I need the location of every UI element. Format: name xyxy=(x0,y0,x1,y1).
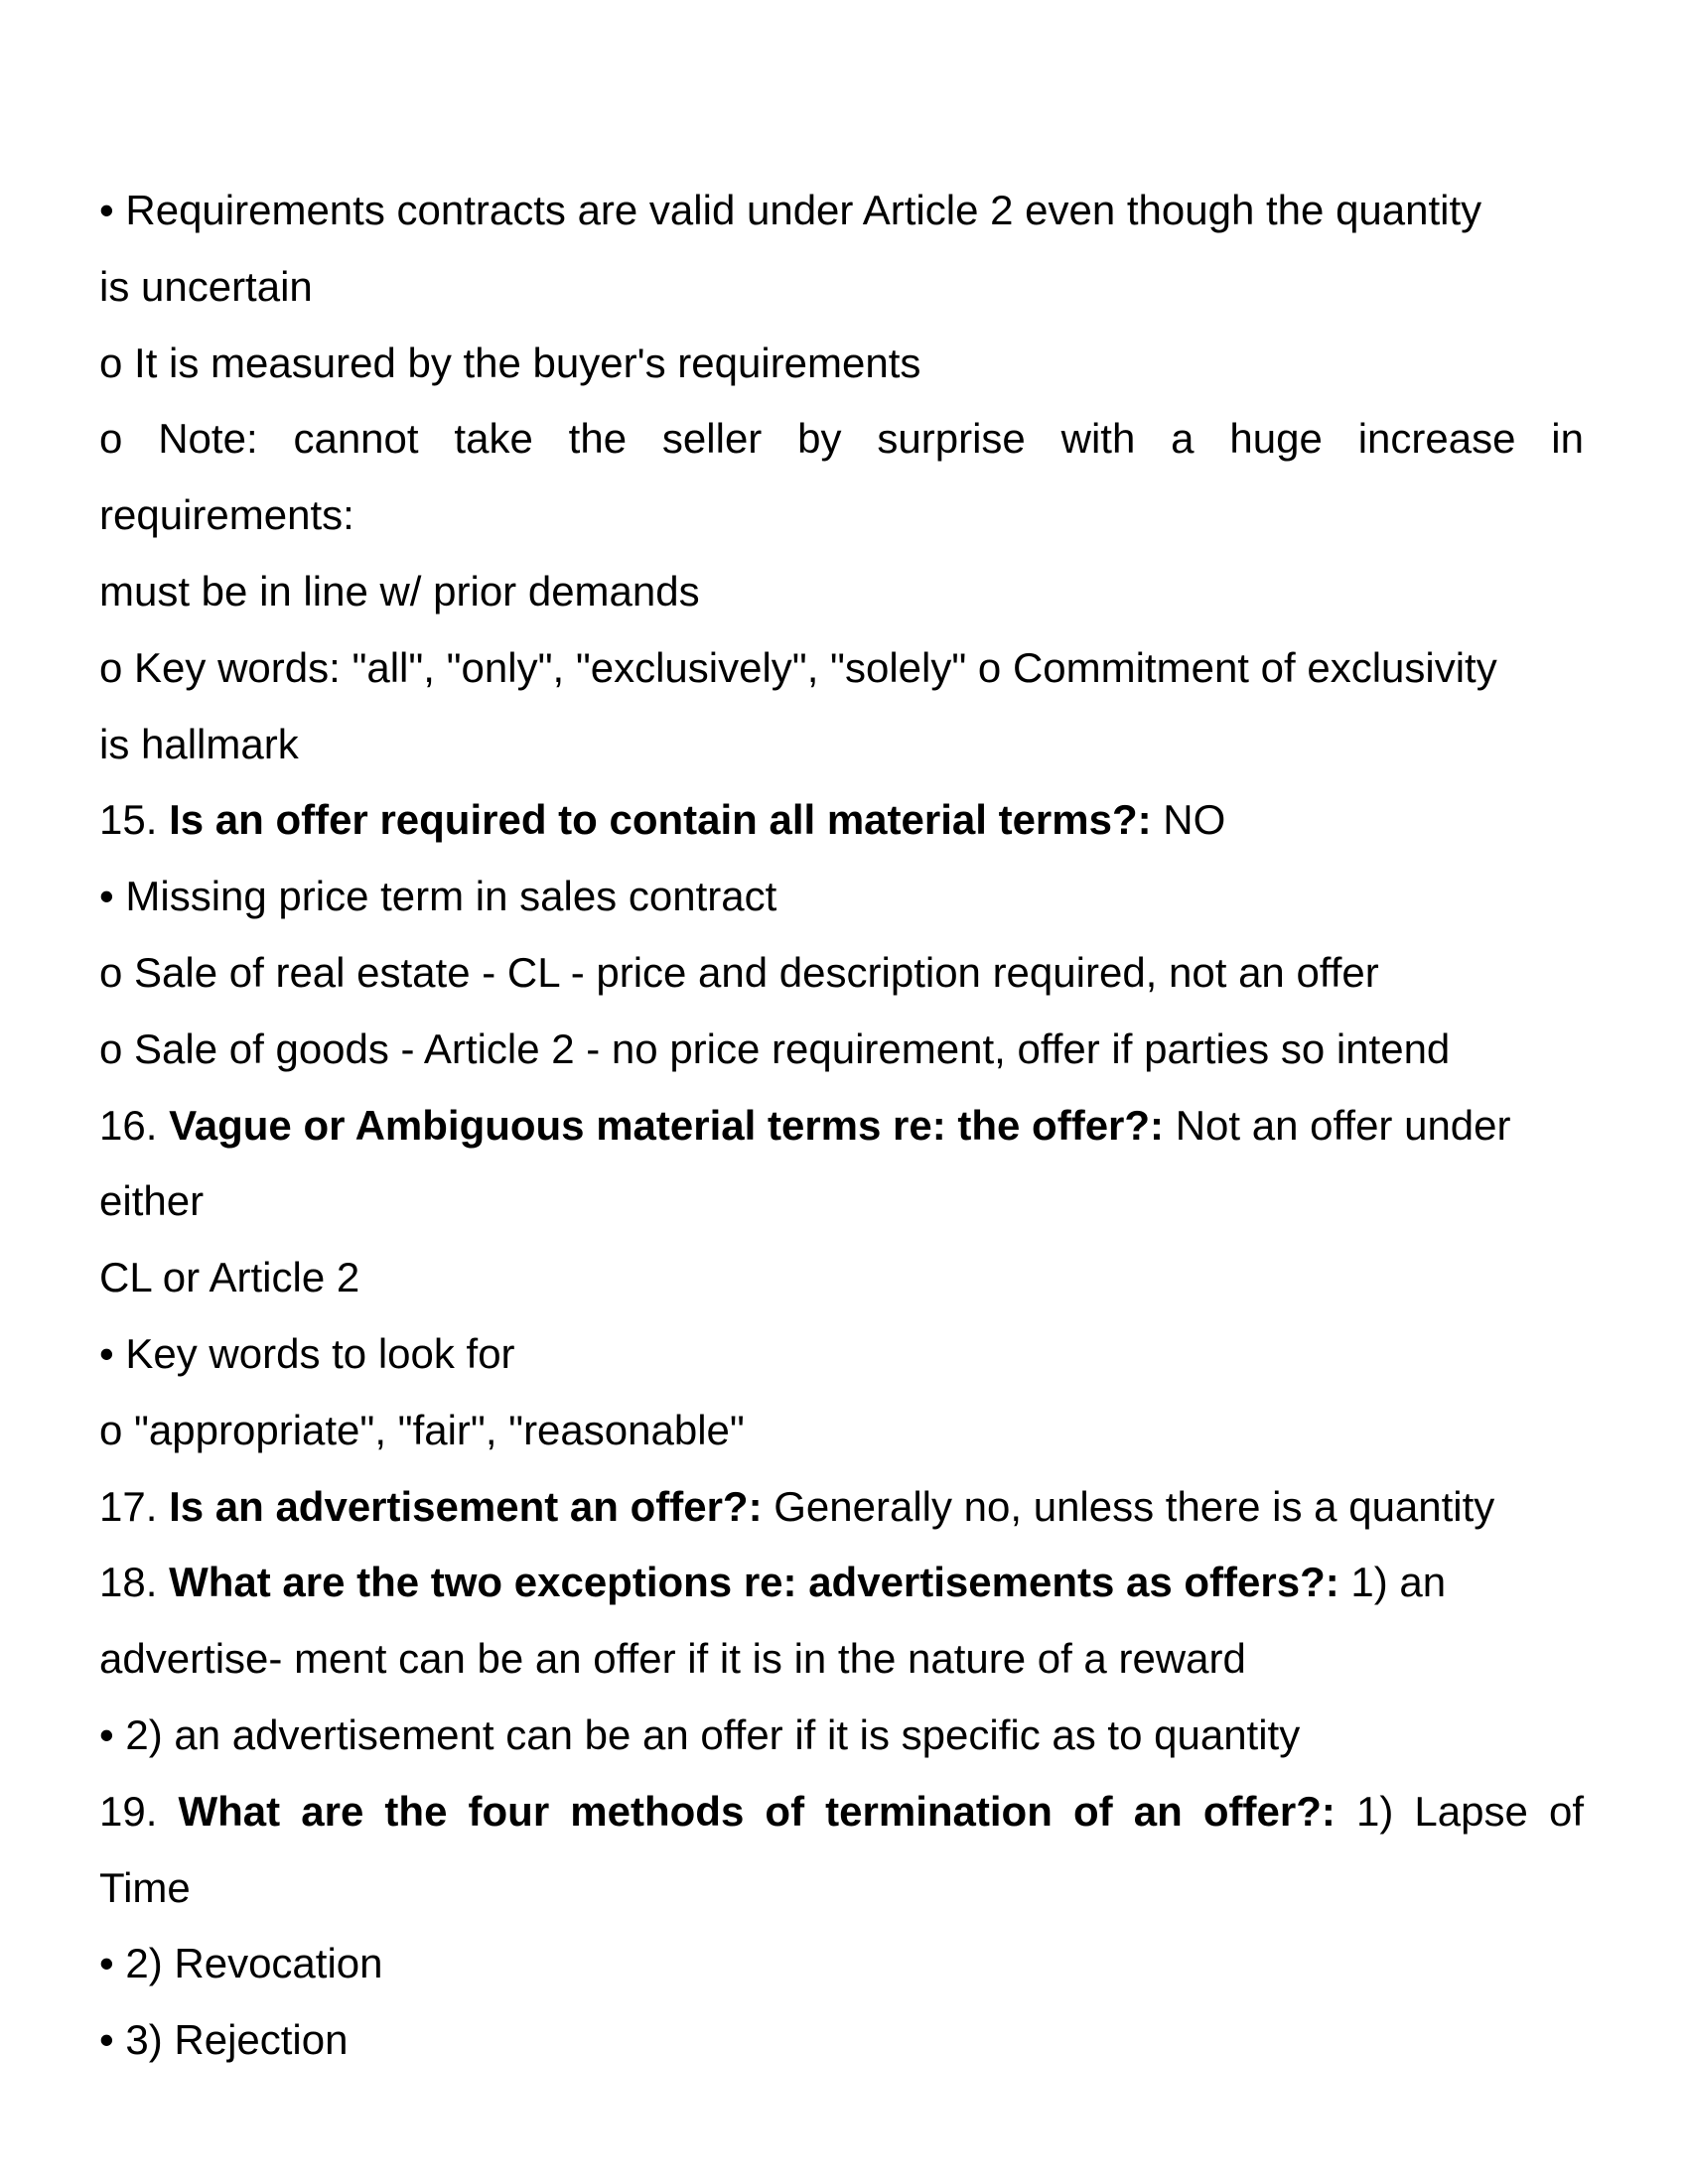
text-line: advertise- ment can be an offer if it is in the nature of a reward xyxy=(99,1635,1246,1683)
question-text: Is an offer required to contain all material terms?: xyxy=(169,796,1152,844)
text-line: • 3) Rejection xyxy=(99,2016,349,2064)
question-17 xyxy=(99,1469,1584,1546)
text-line: • Missing price term in sales contract xyxy=(99,873,777,920)
text-line: o It is measured by the buyer's requirements xyxy=(99,339,921,386)
text-line: • Key words to look for xyxy=(99,1329,515,1377)
question-16 xyxy=(99,1088,1584,1164)
text-line: CL or Article 2 xyxy=(99,1254,360,1301)
text-line: • 2) an advertisement can be an offer if it is specific as to quantity xyxy=(99,1710,1301,1758)
question-answer: NO xyxy=(1151,796,1226,844)
question-15 xyxy=(99,782,1584,859)
text-line: o Note: cannot take the seller by surprise with a huge increase in xyxy=(99,415,1584,463)
question-text: What are the four methods of termination of an offer?: xyxy=(178,1787,1336,1835)
question-answer: Generally no, unless there is a quantity xyxy=(762,1482,1495,1530)
question-answer: Not an offer under xyxy=(1164,1101,1511,1149)
text-line: must be in line w/ prior demands xyxy=(99,567,700,614)
text-line: either xyxy=(99,1177,205,1225)
text-line: • 2) Revocation xyxy=(99,1940,383,1987)
text-line: • Requirements contracts are valid under Article 2 even though the quantity xyxy=(99,187,1482,233)
question-answer: 1) an xyxy=(1338,1559,1447,1606)
text-line: o Sale of goods - Article 2 - no price requirement, offer if parties so intend xyxy=(99,1024,1451,1072)
question-number: 15. xyxy=(99,796,170,844)
text-line: o "appropriate", "fair", "reasonable" xyxy=(99,1406,745,1453)
question-text: Is an advertisement an offer?: xyxy=(169,1482,763,1530)
question-number: 16. xyxy=(99,1101,170,1149)
question-number: 19. xyxy=(99,1787,179,1835)
question-number: 18. xyxy=(99,1559,170,1606)
text-line: requirements: xyxy=(99,491,354,539)
text-line: is uncertain xyxy=(99,262,313,310)
text-line: Time xyxy=(99,1863,191,1911)
question-text: What are the two exceptions re: advertisements as offers?: xyxy=(169,1559,1339,1606)
question-18 xyxy=(99,1545,1584,1621)
text-line: o Key words: "all", "only", "exclusively", "solely" o Commitment of exclusivity xyxy=(99,643,1497,691)
question-19 xyxy=(99,1774,1584,1850)
text-line: o Sale of real estate - CL - price and description required, not an offer xyxy=(99,948,1379,996)
question-text: Vague or Ambiguous material terms re: the offer?: xyxy=(169,1101,1165,1149)
question-answer: 1) Lapse of xyxy=(1335,1787,1584,1835)
text-line: is hallmark xyxy=(99,720,299,767)
question-number: 17. xyxy=(99,1482,170,1530)
document-page xyxy=(99,173,1584,2079)
